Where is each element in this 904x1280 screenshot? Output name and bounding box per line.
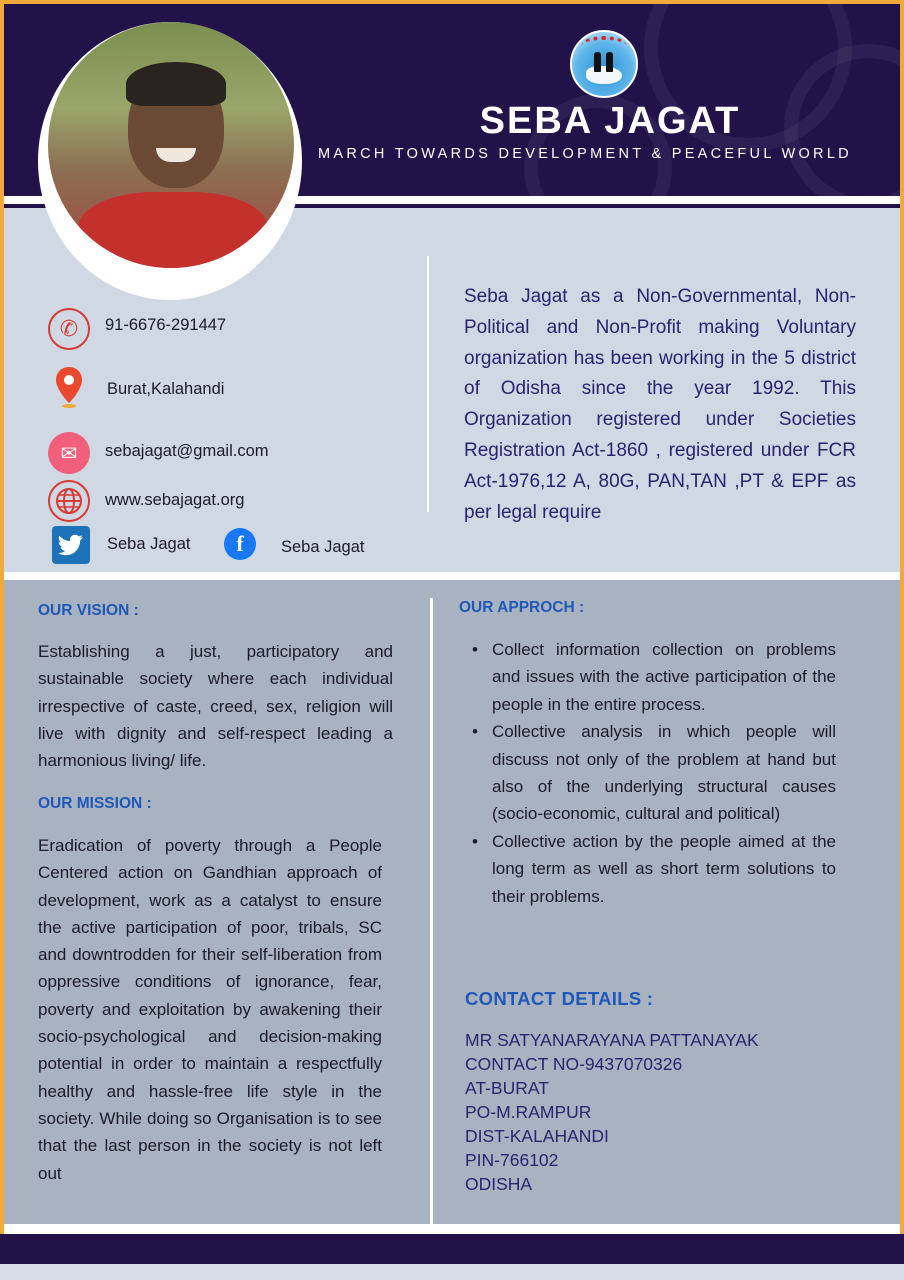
vertical-divider — [427, 256, 429, 512]
contact-details — [465, 1028, 759, 1196]
logo — [570, 30, 638, 98]
footer-strip — [0, 1264, 904, 1280]
brand-name: SEBA JAGAT — [479, 100, 741, 142]
mission-heading: OUR MISSION : — [38, 795, 152, 812]
globe-icon — [48, 480, 90, 522]
contact-details-heading: CONTACT DETAILS : — [465, 988, 654, 1009]
location-text: Burat,Kalahandi — [107, 380, 225, 398]
tagline: MARCH TOWARDS DEVELOPMENT & PEACEFUL WORLD — [318, 146, 852, 162]
approach-list — [466, 636, 836, 910]
vision-heading: OUR VISION : — [38, 602, 139, 619]
mission-text: Eradication of poverty through a People Centered action on Gandhian approach of development, work as a catalyst to ensure the active participation of poor, tribals, SC and downtrodden for their self-liberation from oppressive conditions of ignorance, fear, poverty and exploitation by awakening their socio-psychological and decision-making potential in order to maintain a respectfully healthy and hassle-free life style in the society. While doing so Organisation is to see that the last person in the society is not left out — [38, 836, 382, 1183]
email-link[interactable]: sebajagat@gmail.com — [105, 442, 269, 460]
contact-line: AT-BURAT — [465, 1078, 549, 1098]
phone-icon: ✆ — [48, 308, 90, 350]
contact-line: CONTACT NO-9437070326 — [465, 1054, 683, 1074]
section-divider — [4, 572, 900, 580]
website-link[interactable]: www.sebajagat.org — [105, 491, 245, 509]
portrait-photo — [48, 22, 294, 268]
phone-number: 91-6676-291447 — [105, 316, 227, 334]
footer-bar — [0, 1234, 904, 1264]
contact-line: PO-M.RAMPUR — [465, 1102, 592, 1122]
twitter-handle[interactable]: Seba Jagat — [107, 535, 191, 553]
contact-line: DIST-KALAHANDI — [465, 1126, 609, 1146]
approach-heading: OUR APPROCH : — [459, 599, 585, 616]
twitter-icon[interactable] — [52, 526, 90, 564]
contact-line: MR SATYANARAYANA PATTANAYAK — [465, 1030, 759, 1050]
mail-icon: ✉ — [48, 432, 90, 474]
lower-vertical-divider — [430, 598, 433, 1226]
approach-item: • Collective analysis in which people will discuss not only of the problem at hand but also of the underlying structural causes (socio-economic, cultural and political) — [466, 718, 836, 828]
facebook-icon[interactable]: f — [224, 528, 256, 560]
contact-line: ODISHA — [465, 1174, 533, 1194]
location-pin-icon — [48, 366, 90, 408]
vision-text: Establishing a just, participatory and sustainable society where each individual irrespective of caste, creed, sex, religion will live with dignity and self-respect leading a harmonious living/ life. — [38, 642, 393, 771]
approach-item: • Collective action by the people aimed at the long term as well as short term solutions to their problems. — [466, 828, 836, 910]
approach-item: • Collect information collection on problems and issues with the active participation of the people in the entire process. — [466, 636, 836, 718]
facebook-handle[interactable]: Seba Jagat — [281, 538, 365, 556]
about-text: Seba Jagat as a Non-Governmental, Non-Political and Non-Profit making Voluntary organization has been working in the 5 district of Odisha since the year 1992. This Organization registered under Societies Registration Act-1860 , registered under FCR Act-1976,12 A, 80G, PAN,TAN ,PT & EPF as per legal require — [464, 286, 856, 523]
contact-line: PIN-766102 — [465, 1150, 559, 1170]
bottom-divider — [4, 1224, 900, 1234]
